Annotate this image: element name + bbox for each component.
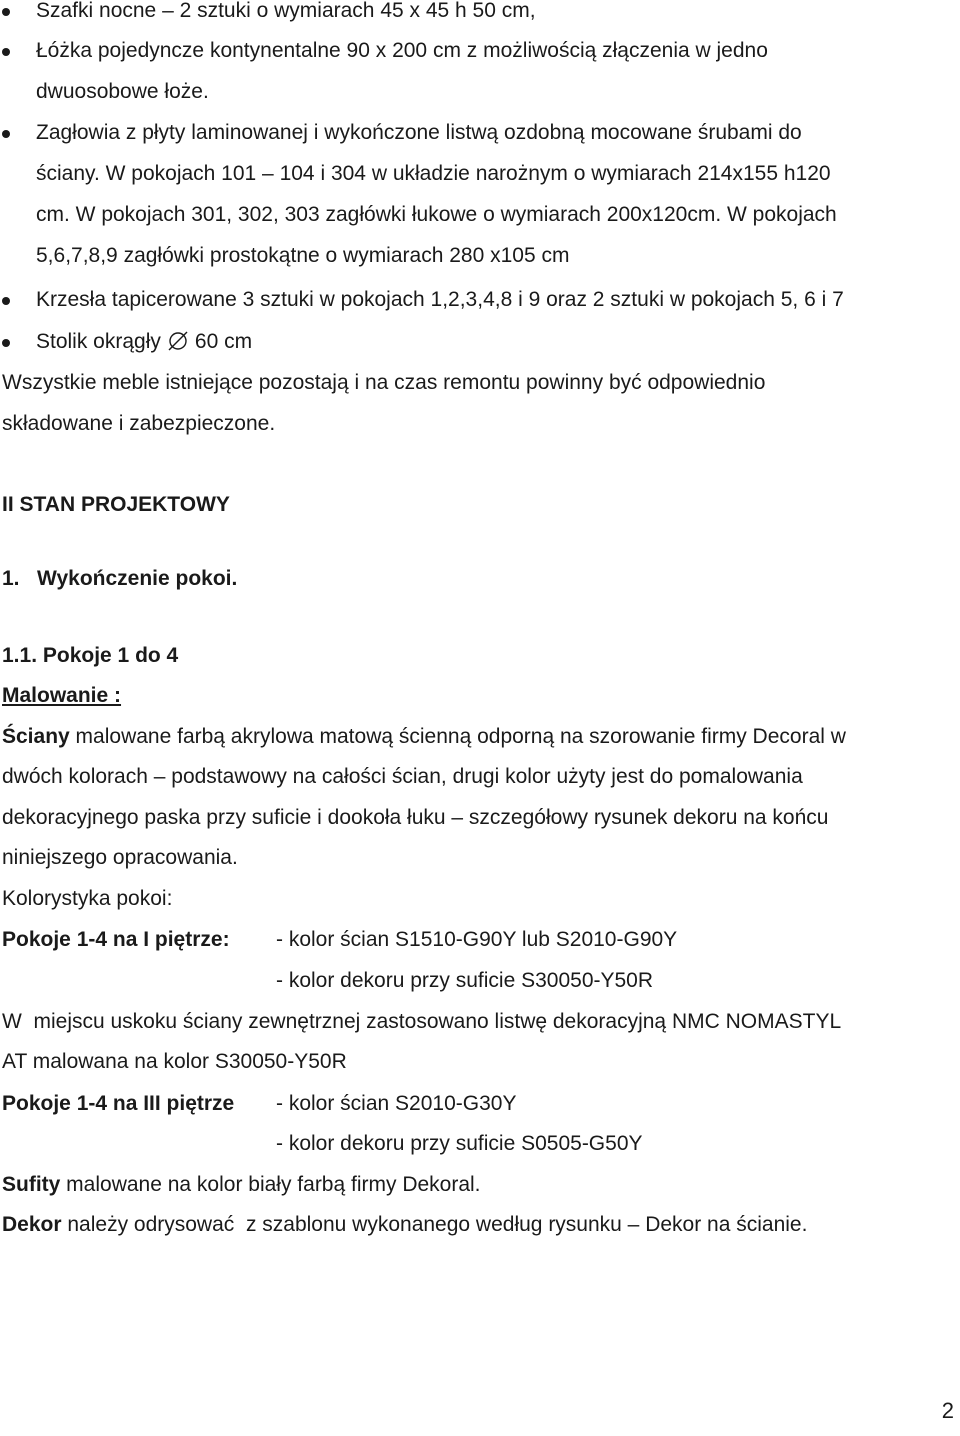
page-number: 2 [941,1398,954,1423]
dekor-bold: Dekor [2,1213,62,1236]
listwa-text: W miejscu uskoku ściany zewnętrznej zastosowano listwę dekoracyjną NMC NOMASTYL [2,1010,842,1033]
floor1-wall-color: - kolor ścian S1510-G90Y lub S2010-G90Y [276,928,678,951]
dekor-text: należy odrysować z szablonu wykonanego według rysunku – Dekor na ścianie. [61,1213,808,1236]
note-text: składowane i zabezpieczone. [2,412,276,435]
bullet-icon [2,339,10,347]
bullet-text: dwuosobowe łoże. [36,80,209,103]
sciany-paragraph-line: dekoracyjnego paska przy suficie i dookoła łuku – szczegółowy rysunek dekoru na końcu [2,806,829,829]
malowanie-heading: Malowanie : [2,684,122,707]
bullet-text: 60 cm [194,330,253,353]
bullet-text: cm. W pokojach 301, 302, 303 zagłówki łukowe o wymiarach 200x120cm. W pokojach [36,203,837,226]
sufity-line [2,1171,481,1199]
bullet-icon [2,130,10,138]
bullet-icon [2,48,10,56]
section-title: II STAN PROJEKTOWY [2,493,230,516]
bullet-text: ściany. W pokojach 101 – 104 i 304 w układzie narożnym o wymiarach 214x155 h120 [36,162,831,185]
bullet-text: Stolik okrągły [36,330,161,353]
bullet-text-table [36,328,252,356]
subsection-title: 1. Wykończenie pokoi. [2,567,238,590]
sciany-bold: Ściany [2,725,70,748]
bullet-text: Krzesła tapicerowane 3 sztuki w pokojach 1,2,3,4,8 i 9 oraz 2 sztuki w pokojach 5, 6 i 7 [36,288,844,311]
sciany-text: malowane farbą akrylowa matową ścienną odporną na szorowanie firmy Decoral w [69,725,846,748]
bullet-icon [2,8,10,16]
bullet-text: Łóżka pojedyncze kontynentalne 90 x 200 cm z możliwością złączenia w jedno [36,39,768,62]
sufity-text: malowane na kolor biały farbą firmy Dekoral. [60,1173,481,1196]
floor3-decor-color: - kolor dekoru przy suficie S0505-G50Y [276,1132,643,1155]
sciany-paragraph-line: dwóch kolorach – podstawowy na całości ścian, drugi kolor użyty jest do pomalowania [2,765,803,788]
sciany-paragraph-line: niniejszego opracowania. [2,846,238,869]
floor1-decor-color: - kolor dekoru przy suficie S30050-Y50R [276,969,654,992]
dekor-line [2,1211,807,1239]
subsection-title: 1.1. Pokoje 1 do 4 [2,644,179,667]
floor3-label: Pokoje 1-4 na III piętrze [2,1092,235,1115]
sufity-bold: Sufity [2,1173,61,1196]
bullet-text: Zagłowia z płyty laminowanej i wykończone listwą ozdobną mocowane śrubami do [36,121,802,144]
floor1-label: Pokoje 1-4 na I piętrze: [2,928,230,951]
sciany-paragraph-line [2,723,846,751]
bullet-icon [2,297,10,305]
note-text: Wszystkie meble istniejące pozostają i na czas remontu powinny być odpowiednio [2,371,766,394]
bullet-text: 5,6,7,8,9 zagłówki prostokątne o wymiarach 280 x105 cm [36,244,570,267]
bullet-text: Szafki nocne – 2 sztuki o wymiarach 45 x 45 h 50 cm, [36,0,536,22]
listwa-text: AT malowana na kolor S30050-Y50R [2,1050,347,1073]
diameter-icon [167,330,189,352]
kolorystyka-label: Kolorystyka pokoi: [2,887,173,910]
floor3-wall-color: - kolor ścian S2010-G30Y [276,1092,517,1115]
